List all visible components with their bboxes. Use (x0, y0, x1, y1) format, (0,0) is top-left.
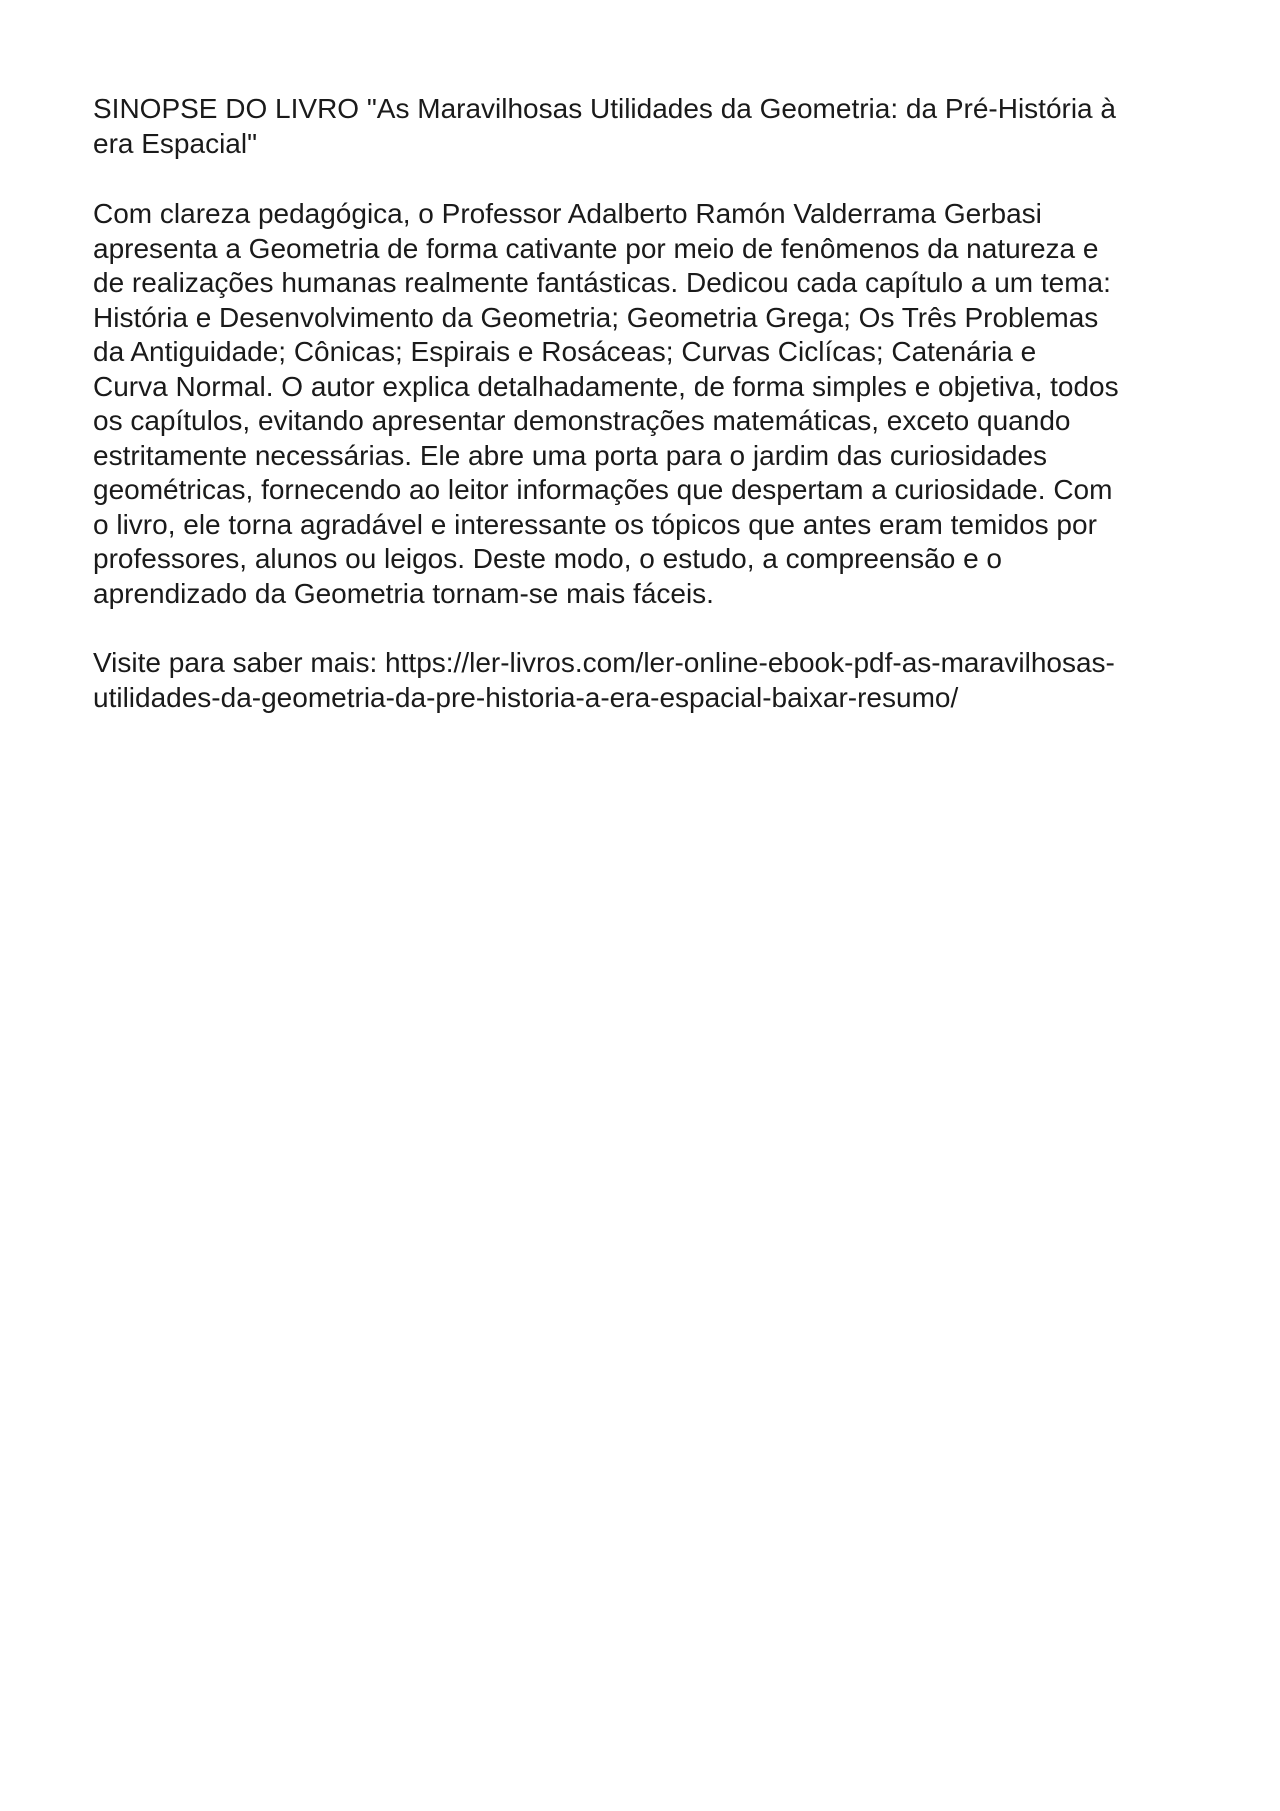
synopsis-line: Com clareza pedagógica, o Professor Adalberto Ramón Valderrama Gerbasi (93, 198, 1042, 229)
synopsis-line: geométricas, fornecendo ao leitor informações que despertam a curiosidade. Com (93, 474, 1113, 505)
synopsis-line: Curva Normal. O autor explica detalhadamente, de forma simples e objetiva, todos (93, 370, 1119, 402)
visit-line: Visite para saber mais: https://ler-livros.com/ler-online-ebook-pdf-as-maravilhosas- (93, 647, 1115, 678)
synopsis-line: apresenta a Geometria de forma cativante por meio de fenômenos da natureza e (93, 232, 1099, 264)
synopsis-line: o livro, ele torna agradável e interessante os tópicos que antes eram temidos por (93, 508, 1097, 540)
synopsis-line: professores, alunos ou leigos. Deste modo, o estudo, a compreensão e o (93, 543, 1002, 574)
synopsis-line: aprendizado da Geometria tornam-se mais fáceis. (93, 577, 714, 609)
synopsis-paragraph (93, 197, 1203, 611)
synopsis-line: estritamente necessárias. Ele abre uma porta para o jardim das curiosidades (93, 439, 1048, 471)
visit-link-paragraph (93, 646, 1203, 715)
title-line: SINOPSE DO LIVRO "As Maravilhosas Utilidades da Geometria: da Pré-História à (93, 93, 1116, 124)
book-title-heading (93, 92, 1203, 161)
synopsis-line: os capítulos, evitando apresentar demonstrações matemáticas, exceto quando (93, 405, 1071, 436)
synopsis-line: da Antiguidade; Cônicas; Espirais e Rosáceas; Curvas Ciclícas; Catenária e (93, 336, 1037, 367)
title-line: era Espacial" (93, 127, 258, 159)
synopsis-line: de realizações humanas realmente fantásticas. Dedicou cada capítulo a um tema: (93, 267, 1111, 298)
visit-line: utilidades-da-geometria-da-pre-historia-a-era-espacial-baixar-resumo/ (93, 681, 959, 713)
synopsis-line: História e Desenvolvimento da Geometria; Geometria Grega; Os Três Problemas (93, 301, 1099, 333)
